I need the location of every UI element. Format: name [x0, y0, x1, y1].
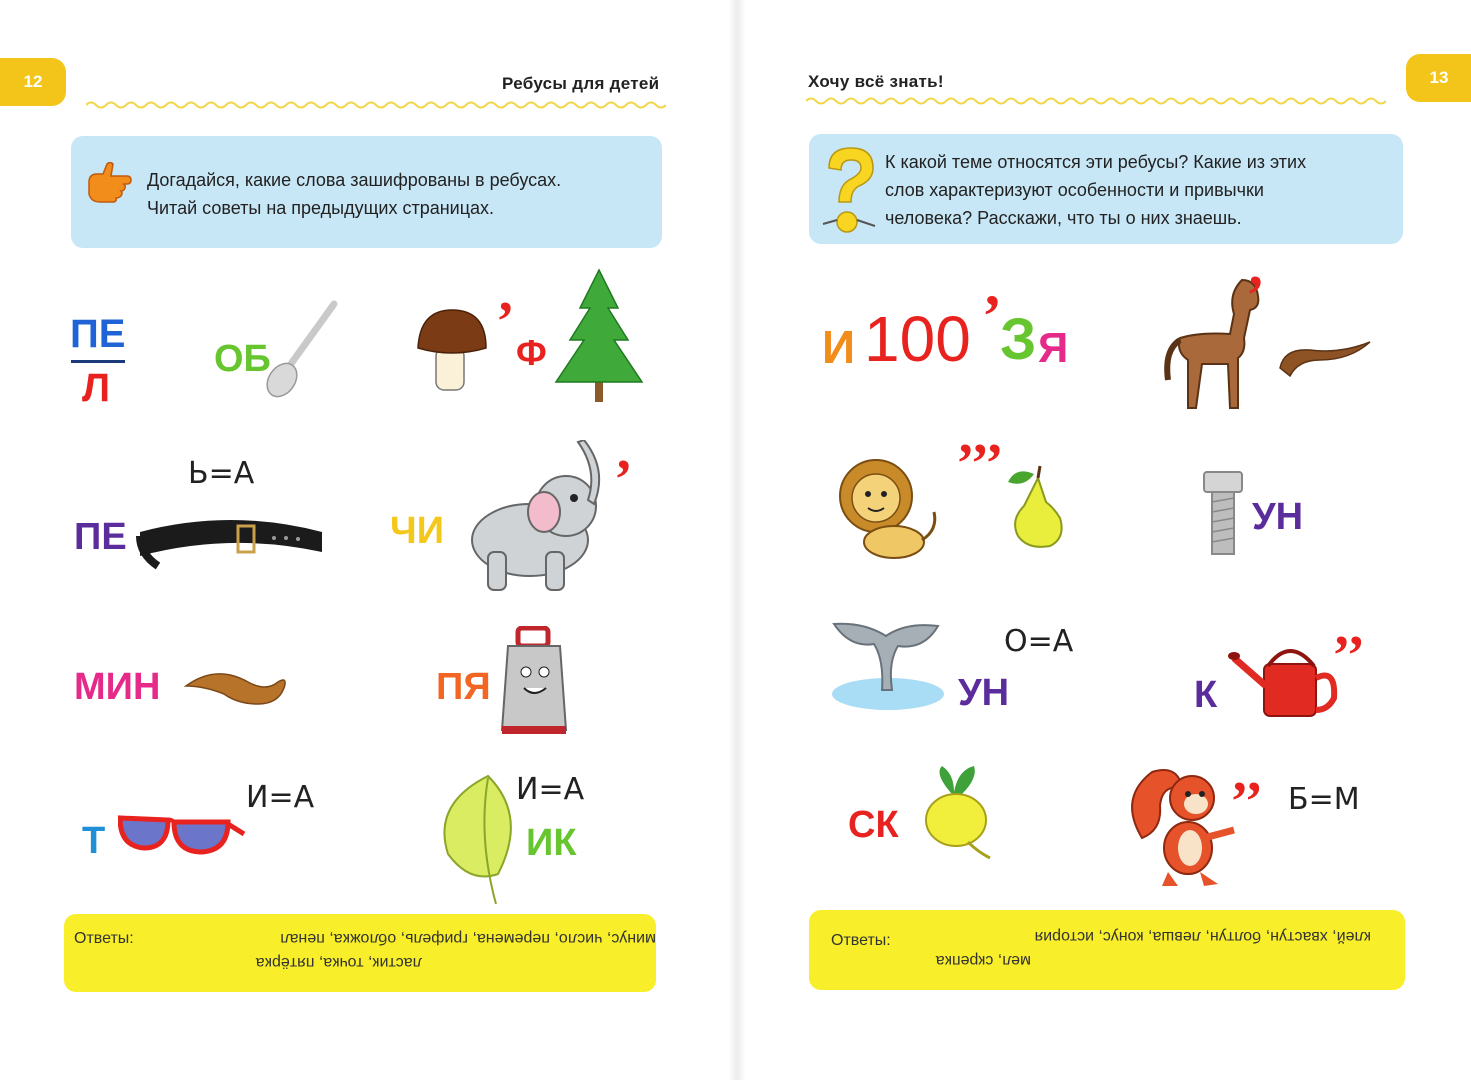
page-number-right: 13: [1406, 54, 1471, 102]
rebus-14-hint: О=А: [1004, 624, 1074, 659]
rebus-15-letter: К: [1194, 674, 1218, 716]
sunglasses-icon: [118, 804, 246, 866]
answers-line-2: ластик, точка, пятёрка: [255, 954, 422, 971]
whale-tail-icon: [830, 618, 946, 714]
belt-icon: [134, 510, 326, 570]
rebus-4-letters: ПЕ: [74, 516, 127, 558]
fraction-line: [71, 360, 125, 363]
running-title-left: Ребусы для детей: [502, 74, 660, 93]
leaf-icon: [438, 772, 524, 904]
question-line-2: слов характеризуют особенности и привычки: [885, 180, 1264, 200]
answers-label: Ответы:: [831, 932, 891, 949]
rebus-10-letter-i: И: [822, 321, 856, 373]
rebus-15-commas: ’’: [1332, 625, 1366, 687]
rebus-14-letters: УН: [958, 672, 1010, 714]
right-page: [736, 0, 1471, 1080]
question-mark-icon: [819, 144, 879, 238]
rebus-4-hint: Ь=А: [188, 456, 255, 491]
elephant-icon: [458, 440, 614, 596]
rebus-16-letters: СК: [848, 804, 899, 846]
mustache-icon: [184, 666, 290, 710]
answers-upside-down: [158, 926, 656, 974]
rebus-3-letter: Ф: [516, 332, 547, 373]
answers-upside-down: [921, 924, 1371, 972]
question-box: [809, 134, 1403, 244]
lion-icon: [836, 456, 944, 560]
rebus-12-commas: ’’’: [956, 433, 1004, 495]
instruction-line-2: Читай советы на предыдущих страницах.: [147, 198, 495, 218]
spoon-icon: [262, 298, 342, 402]
answers-box-right: [809, 910, 1405, 990]
rebus-10-letter-z: З: [1000, 307, 1037, 372]
rebus-8-hint: И=А: [246, 780, 315, 815]
answers-line-2: мел, скрепка: [935, 952, 1031, 969]
rebus-10-letter-ya: Я: [1038, 324, 1069, 371]
horse-icon: [1160, 276, 1260, 416]
rebus-3-comma: ’: [496, 291, 515, 353]
rebus-1-top-letters: ПЕ: [70, 312, 126, 356]
rebus-6-letters: МИН: [74, 666, 161, 708]
rebus-10-number: 100: [864, 303, 971, 375]
rebus-9-letters: ИК: [526, 822, 577, 864]
pointing-hand-icon: [85, 162, 133, 208]
answers-line-1: клей, хвастун, болтун, левша, конус, история: [1034, 928, 1371, 945]
turnip-icon: [918, 764, 998, 862]
question-line-3: человека? Расскажи, что ты о них знаешь.: [885, 208, 1242, 228]
rebus-9-hint: И=А: [516, 772, 585, 807]
wavy-divider: [806, 96, 1386, 106]
rebus-5-comma: ’: [614, 449, 633, 511]
question-line-1: К какой теме относятся эти ребусы? Какие из этих: [885, 152, 1307, 172]
rebus-17-hint: Б=М: [1288, 782, 1360, 817]
answers-box-left: [64, 914, 656, 992]
instruction-line-1: Догадайся, какие слова зашифрованы в ребусах.: [147, 170, 562, 190]
rebus-13-letters: УН: [1252, 496, 1304, 538]
rebus-10-comma: ’: [982, 283, 1002, 349]
page-number-left: 12: [0, 58, 66, 106]
watering-can-icon: [1228, 634, 1338, 720]
squirrel-icon: [1130, 764, 1236, 888]
rebus-2-letters: ОБ: [214, 338, 271, 380]
grater-icon: [500, 626, 570, 736]
answers-label: Ответы:: [74, 930, 134, 947]
rebus-8-letter: Т: [82, 820, 106, 862]
running-title-right: Хочу всё знать!: [808, 72, 944, 91]
horse-tail-icon: [1278, 338, 1374, 378]
instruction-box: [71, 136, 662, 248]
mushroom-icon: [416, 308, 488, 392]
rebus-17-commas: ’’: [1230, 771, 1264, 833]
fir-tree-icon: [552, 268, 646, 404]
bolt-icon: [1202, 470, 1244, 558]
rebus-5-letters: ЧИ: [390, 510, 445, 552]
rebus-11-comma: ’: [1246, 265, 1265, 327]
wavy-divider: [86, 100, 666, 110]
rebus-7-letters: ПЯ: [436, 666, 491, 708]
answers-line-1: минус, число, перемена, грифель, обложка, пенал: [280, 930, 656, 947]
pear-icon: [1002, 464, 1074, 548]
rebus-1-bottom-letter: Л: [82, 366, 111, 410]
